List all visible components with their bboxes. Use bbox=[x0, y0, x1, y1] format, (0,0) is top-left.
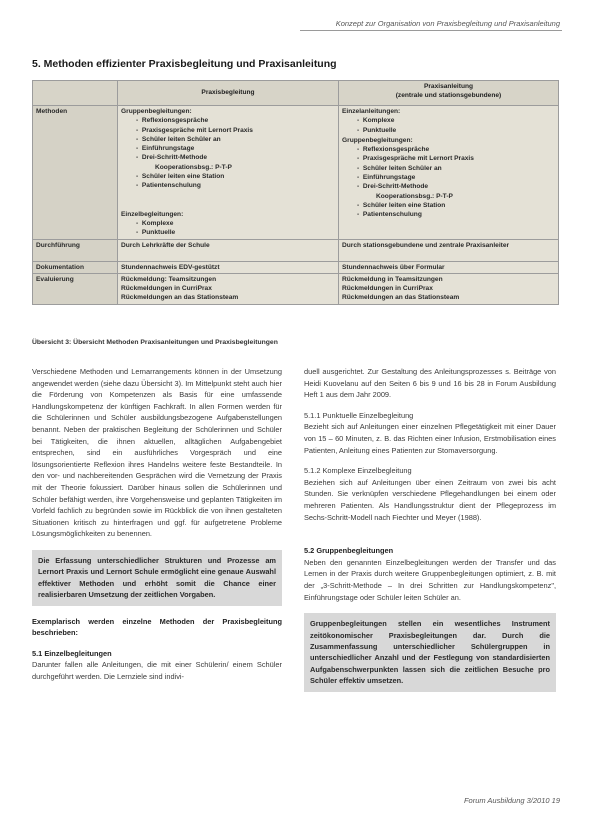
list-item: - Komplexe bbox=[136, 219, 174, 227]
cell-methoden-anleitung bbox=[339, 106, 559, 240]
list-item: - Praxisgespräche mit Lernort Praxis bbox=[136, 126, 253, 134]
list-item: - Drei-Schritt-Methode bbox=[357, 183, 429, 191]
subsection-heading: 5.1 Einzelbegleitungen bbox=[32, 648, 112, 658]
cell-dokumentation-begleitung: Stundennachweis EDV-gestützt bbox=[118, 261, 339, 273]
intro-heading: Exemplarisch werden einzelne Methoden der Praxisbegleitung beschrieben: bbox=[32, 616, 282, 638]
list-item: Kooperationsbsg.: P-T-P bbox=[155, 163, 232, 171]
group-title: Gruppenbegleitungen: bbox=[342, 136, 413, 144]
list-item: Rückmeldungen an das Stationsteam bbox=[342, 294, 460, 302]
section-title: 5. Methoden effizienter Praxisbegleitung und Praxisanleitung bbox=[32, 58, 337, 70]
list-item: - Drei-Schritt-Methode bbox=[136, 154, 208, 162]
table-caption: Übersicht 3: Übersicht Methoden Praxisanleitungen und Praxisbegleitungen bbox=[32, 339, 278, 346]
section-heading: 5.2 Gruppenbegleitungen bbox=[304, 546, 394, 556]
table-row-dokumentation bbox=[33, 261, 559, 273]
list-item: - Reflexionsgespräche bbox=[136, 117, 209, 125]
col-head-anleitung bbox=[339, 81, 559, 106]
table-header-row bbox=[33, 81, 559, 106]
list-item: Kooperationsbsg.: P-T-P bbox=[376, 192, 453, 200]
header-rule bbox=[300, 30, 562, 31]
list-item: Rückmeldung: Teamsitzungen bbox=[121, 275, 217, 283]
group-title: Gruppenbegleitungen: bbox=[121, 108, 192, 115]
subsection-heading: 5.1.1 Punktuelle Einzelbegleitung bbox=[304, 410, 414, 420]
row-label-methoden: Methoden bbox=[33, 106, 118, 240]
list-item: Rückmeldungen in CurriPrax bbox=[342, 285, 433, 293]
running-header: Konzept zur Organisation von Praxisbegleitung und Praxisanleitung bbox=[335, 19, 560, 28]
list-item: - Punktuelle bbox=[136, 229, 176, 237]
col-head-anleitung-sub: (zentrale und stationsgebundene) bbox=[395, 92, 502, 100]
table-row-durchfuehrung bbox=[33, 239, 559, 261]
list-item: Rückmeldungen an das Stationsteam bbox=[121, 294, 239, 302]
methods-overview-table bbox=[32, 80, 559, 305]
left-column bbox=[32, 366, 282, 683]
table-row-methoden bbox=[33, 106, 559, 240]
col-head-begleitung: Praxisbegleitung bbox=[118, 81, 339, 106]
cell-evaluierung-anleitung bbox=[339, 273, 559, 304]
table-row-evaluierung bbox=[33, 273, 559, 304]
body-paragraph: Darunter fallen alle Anleitungen, die mit einer Schülerin/ einem Schüler durchgeführt werden. Die Lernziele sind indivi- bbox=[32, 660, 282, 681]
list-item: - Schüler leiten eine Station bbox=[357, 201, 446, 209]
row-label-durchfuehrung: Durchführung bbox=[33, 239, 118, 261]
row-label-dokumentation: Dokumentation bbox=[33, 261, 118, 273]
list-item: - Einführungstage bbox=[357, 174, 416, 182]
single-title: Einzelbegleitungen: bbox=[121, 210, 184, 218]
body-paragraph: Bezieht sich auf Anleitungen einer einzelnen Pflegetätigkeit mit einer Dauer von 15 – 60 Minuten, z. B. das Richten einer Infusion, Erstmobilisation eines Patienten, Anleitung eines Patienten zur Stomaversorgung. bbox=[304, 422, 556, 455]
list-item: - Schüler leiten Schüler an bbox=[136, 135, 221, 143]
list-item: - Schüler leiten eine Station bbox=[136, 173, 225, 181]
page-footer: Forum Ausbildung 3/2010 19 bbox=[463, 796, 560, 805]
list-item: - Patientenschulung bbox=[357, 211, 422, 219]
list-item: - Reflexionsgespräche bbox=[357, 146, 430, 154]
highlight-box: Gruppenbegleitungen stellen ein wesentliches Instrument zeitökonomischer Praxisbegleitungen dar. Durch die Zusammenfassung unterschiedlicher Schülergruppen in unterschiedlicher Anzahl und der Festlegung von standardisierten Aufgabenschwerpunkten lassen sich die zeitlichen Besuche pro Schüler effektiv umsetzen. bbox=[304, 613, 556, 691]
highlight-box: Die Erfassung unterschiedlicher Strukturen und Prozesse am Lernort Praxis und Lernort Schule ermöglicht eine genaue Auswahl effektiver Methoden und erhöht somit die Chance einer realisierbaren Umsetzung der zeitlichen Vorgaben. bbox=[32, 550, 282, 606]
row-label-evaluierung: Evaluierung bbox=[33, 273, 118, 304]
col-head-anleitung-title: Praxisanleitung bbox=[423, 83, 474, 90]
cell-dokumentation-anleitung: Stundennachweis über Formular bbox=[339, 261, 559, 273]
single-title: Einzelanleitungen: bbox=[342, 108, 401, 115]
body-paragraph: Beziehen sich auf Anleitungen über einen Zeitraum von zwei bis acht Stunden. Sie verknüpfen verschiedene Pflegehandlungen bei einem oder mehreren Patienten. Als Handlungsstruktur dient der Pflegeprozess im Sechs-Schritt-Modell nach Fiechter und Meyer (1988). bbox=[304, 477, 556, 522]
list-item: - Punktuelle bbox=[357, 126, 397, 134]
list-item: - Schüler leiten Schüler an bbox=[357, 164, 442, 172]
table-corner-cell bbox=[33, 81, 118, 106]
body-paragraph: Verschiedene Methoden und Lernarrangements können in der Umsetzung angewendet werden (siehe dazu Übersicht 3). Im Mittelpunkt steht auch hier die Förderung von Kompetenzen als Basis für eine umfassende Handlungskompetenz der künftigen Fachkraft. In allen Formen werden für die Schülerinnen und Schüler ausbildungsbezogene Aufgabenstellungen benannt. Neben der praktischen Begleitung der Schülerinnen und Schüler bei Tätigkeiten, die ihnen aktuellen, alltäglichen Aufgabengebiet entsprechen, sind ein ausführliches Vorgespräch und eine lösungsorientierte Reflexion ihres Handelns weitere feste Bestandteile. In den vor- und nachbereitenden Gesprächen wird die Vernetzung der Praxis mit der Theorie fokussiert. Darüber hinaus sollen die Schülerinnen und Schüler befähigt werden, ihre Vorgehensweise und geplanten Tätigkeiten im Vorfeld fachlich zu begründen sowie im Rückblick die von ihnen gestalteten Situationen kritisch zu hinterfragen und ggf. für aufgetretene Probleme Lösungsmöglichkeiten zu benennen. bbox=[32, 367, 282, 539]
list-item: - Praxisgespräche mit Lernort Praxis bbox=[357, 155, 474, 163]
right-column bbox=[304, 366, 556, 692]
body-paragraph: duell ausgerichtet. Zur Gestaltung des Anleitungsprozesses s. Beiträge von Heidi Kuovelanu auf den Seiten 6 bis 9 und 16 bis 28 in Forum Ausbildung Heft 1 aus dem Jahr 2009. bbox=[304, 367, 556, 400]
subsection-heading: 5.1.2 Komplexe Einzelbegleitung bbox=[304, 466, 412, 476]
body-paragraph: Neben den genannten Einzelbegleitungen werden der Transfer und das Lernen in der Praxis durch weitere Gruppenbegleitungen optimiert, z. B. mit der „3-Schritt-Methode – In drei Schritten zur Handlungskompetenz", Einführungstage oder Schüler leiten Schüler an. bbox=[304, 557, 556, 602]
list-item: - Einführungstage bbox=[136, 145, 195, 153]
list-item: - Komplexe bbox=[357, 117, 395, 125]
list-item: Rückmeldung in Teamsitzungen bbox=[342, 275, 443, 283]
cell-methoden-begleitung bbox=[118, 106, 339, 240]
cell-durchfuehrung-anleitung: Durch stationsgebundene und zentrale Praxisanleiter bbox=[339, 239, 559, 261]
cell-durchfuehrung-begleitung: Durch Lehrkräfte der Schule bbox=[118, 239, 339, 261]
cell-evaluierung-begleitung bbox=[118, 273, 339, 304]
list-item: - Patientenschulung bbox=[136, 182, 201, 190]
list-item: Rückmeldungen in CurriPrax bbox=[121, 285, 212, 293]
